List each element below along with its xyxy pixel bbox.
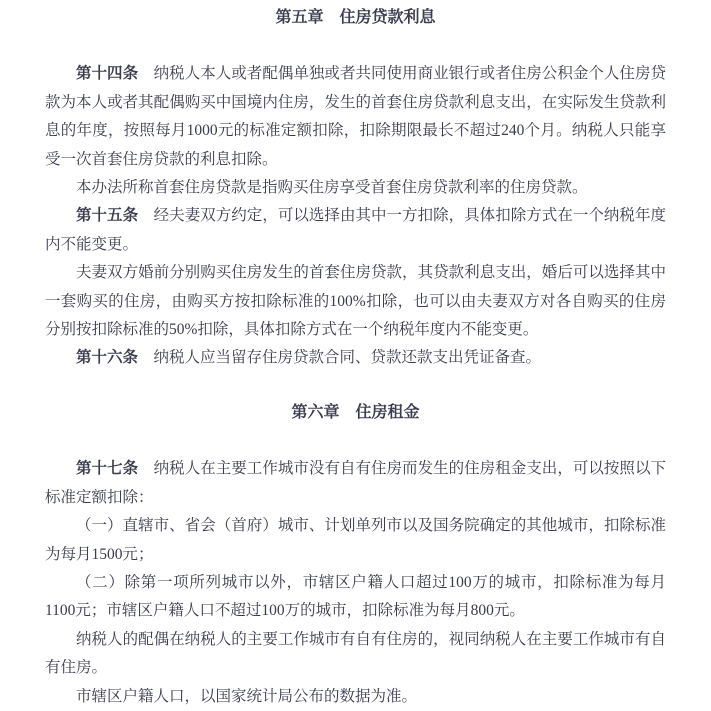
deduction-item-1-paragraph <box>45 512 666 569</box>
article-17-text: 纳税人在主要工作城市没有自有住房而发生的住房租金支出，可以按照以下标准定额扣除： <box>45 460 666 506</box>
paragraph-text: 夫妻双方婚前分别购买住房发生的首套住房贷款，其贷款利息支出，婚后可以选择其中一套购买的住房，由购买方按扣除标准的100%扣除，也可以由夫妻双方对各自购买的住房分别按扣除标准的50%扣除，具体扣除方式在一个纳税年度内不能变更。 <box>45 264 666 339</box>
article-16-paragraph <box>45 344 666 372</box>
paragraph-text: （二）除第一项所列城市以外，市辖区户籍人口超过100万的城市，扣除标准为每月1100元；市辖区户籍人口不超过100万的城市，扣除标准为每月800元。 <box>45 573 666 620</box>
article-17-paragraph <box>45 455 666 512</box>
paragraph-text: （一）直辖市、省会（首府）城市、计划单列市以及国务院确定的其他城市，扣除标准为每月1500元； <box>45 517 666 563</box>
article-16-number: 第十六条 <box>76 349 139 367</box>
article-16-text: 纳税人应当留存住房贷款合同、贷款还款支出凭证备查。 <box>138 349 542 367</box>
article-17-number: 第十七条 <box>76 460 139 478</box>
article-15-number: 第十五条 <box>76 207 139 225</box>
paragraph-text: 市辖区户籍人口，以国家统计局公布的数据为准。 <box>76 687 418 705</box>
article-14-text: 纳税人本人或者配偶单独或者共同使用商业银行或者住房公积金个人住房贷款为本人或者其配偶购买中国境内住房，发生的首套住房贷款利息支出，在实际发生贷款利息的年度，按照每月1000元的标准定额扣除，扣除期限最长不超过240个月。纳税人只能享受一次首套住房贷款的利息扣除。 <box>45 65 666 168</box>
first-loan-definition-paragraph <box>45 174 666 202</box>
article-14-number: 第十四条 <box>76 65 139 83</box>
chapter6-title: 第六章 住房租金 <box>291 403 420 421</box>
paragraph-text: 本办法所称首套住房贷款是指购买住房享受首套住房贷款利率的住房贷款。 <box>76 179 588 197</box>
population-data-paragraph <box>45 683 666 711</box>
deduction-item-2-paragraph <box>45 569 666 626</box>
chapter5-title: 第五章 住房贷款利息 <box>275 9 436 26</box>
paragraph-text: 纳税人的配偶在纳税人的主要工作城市有自有住房的，视同纳税人在主要工作城市有自有住房。 <box>45 630 666 677</box>
spouse-housing-paragraph <box>45 626 666 683</box>
article-15-paragraph <box>45 202 666 259</box>
article-14-paragraph <box>45 60 666 174</box>
article-15-text: 经夫妻双方约定，可以选择由其中一方扣除，具体扣除方式在一个纳税年度内不能变更。 <box>45 207 666 253</box>
spouse-premarital-paragraph <box>45 259 666 344</box>
